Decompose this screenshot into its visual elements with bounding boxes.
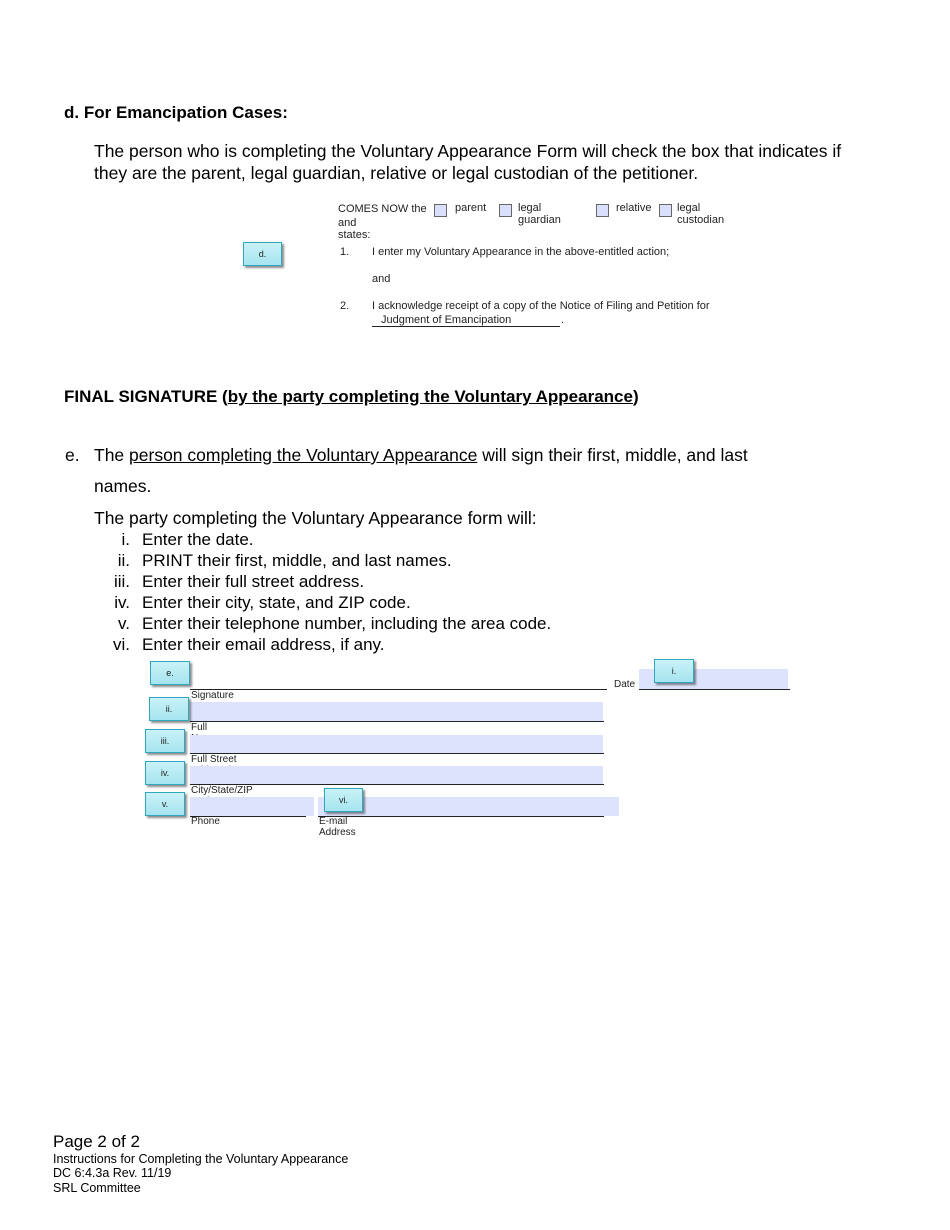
item-2-number: 2. [340, 300, 350, 312]
callout-i: i. [654, 659, 694, 683]
address-field[interactable] [190, 735, 603, 753]
section-d-heading: d. For Emancipation Cases: [64, 103, 288, 122]
relative-checkbox[interactable] [596, 204, 609, 217]
address-label: Full Street [191, 754, 237, 765]
section-e-intro: The party completing the Voluntary Appearance form will: [94, 508, 537, 528]
signature-label: Signature [191, 690, 234, 701]
callout-iv: iv. [145, 761, 185, 785]
date-line [639, 689, 790, 690]
signature-line [190, 689, 607, 690]
full-name-field[interactable] [190, 702, 603, 721]
footer-form-number: DC 6:4.3a Rev. 11/19 [53, 1166, 172, 1180]
item-2-fill-field: Judgment of Emancipation [372, 314, 560, 327]
final-signature-heading: FINAL SIGNATURE (by the party completing the Voluntary Appearance) [64, 387, 639, 406]
date-label: Date [614, 679, 636, 690]
phone-field[interactable] [190, 797, 314, 816]
legal-custodian-checkbox[interactable] [659, 204, 672, 217]
legal-custodian-label: legal custodian [677, 202, 725, 226]
full-name-label: Full [191, 722, 208, 733]
page-number: Page 2 of 2 [53, 1132, 140, 1151]
callout-vi: vi. [324, 788, 363, 812]
email-line [318, 816, 604, 817]
section-e-label: e. [65, 445, 80, 465]
section-e-text: The person completing the Voluntary Appearance will sign their first, middle, and last [94, 445, 748, 465]
footer-committee: SRL Committee [53, 1181, 141, 1195]
section-e-text-line2: names. [94, 476, 152, 496]
and-states-label: and states: [338, 217, 371, 241]
callout-d: d. [243, 242, 282, 266]
and-label: and [372, 273, 391, 285]
callout-e: e. [150, 661, 190, 685]
item-2-end: . [561, 314, 565, 326]
address-line [190, 753, 604, 754]
comes-now-label: COMES NOW the [338, 203, 427, 215]
item-2-text: I acknowledge receipt of a copy of the Notice of Filing and Petition for [372, 300, 710, 312]
full-name-line [190, 721, 604, 722]
email-field[interactable] [318, 797, 619, 816]
footer-title: Instructions for Completing the Voluntary Appearance [53, 1152, 349, 1166]
email-label: E-mail Address [319, 816, 356, 838]
parent-checkbox[interactable] [434, 204, 447, 217]
legal-guardian-label: legal guardian [518, 202, 561, 226]
item-1-number: 1. [340, 246, 350, 258]
callout-ii: ii. [149, 697, 189, 721]
callout-v: v. [145, 792, 185, 816]
callout-iii: iii. [145, 729, 185, 753]
city-state-zip-label: City/State/ZIP [191, 785, 253, 796]
item-1-text: I enter my Voluntary Appearance in the above-entitled action; [372, 246, 670, 258]
phone-label: Phone [191, 816, 220, 827]
legal-guardian-checkbox[interactable] [499, 204, 512, 217]
parent-label: parent [455, 202, 487, 214]
section-d-paragraph: The person who is completing the Voluntary Appearance Form will check the box that indicates if they are the parent, legal guardian, relative or legal custodian of the petitioner. [94, 141, 842, 183]
relative-label: relative [616, 202, 652, 214]
city-state-zip-field[interactable] [190, 766, 603, 784]
